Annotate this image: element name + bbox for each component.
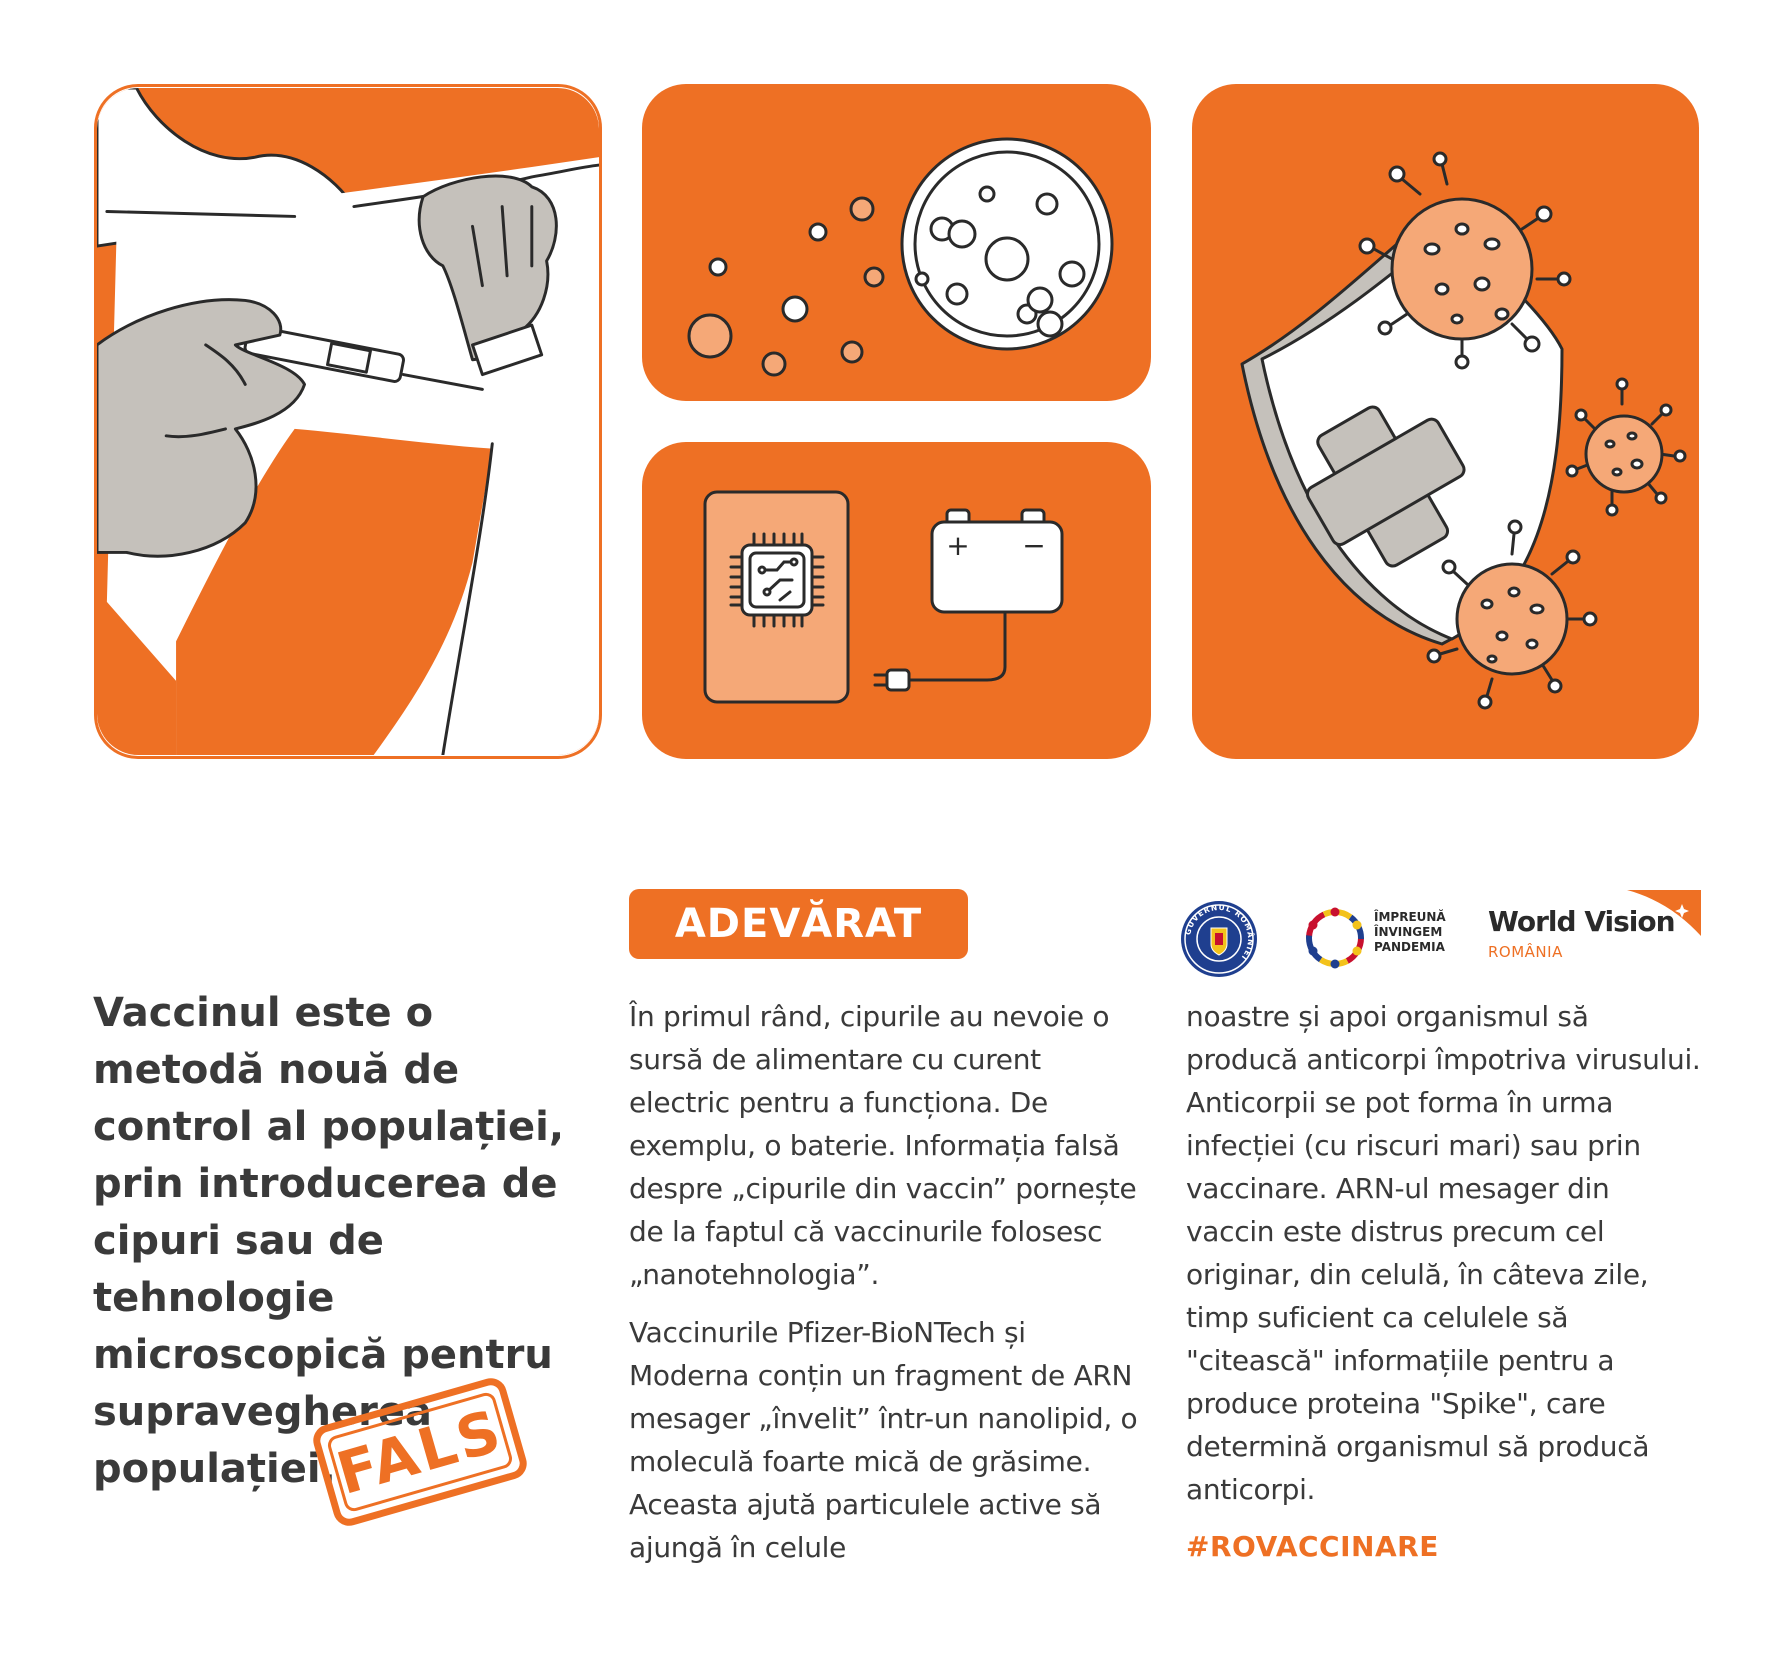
impreuna-invingem-text — [1374, 910, 1464, 955]
explanation-paragraph-3: noastre și apoi organismul să producă anticorpi împotriva virusului. Anticorpii se pot forma în urma infecției (cu riscuri mari) sau prin vaccinare. ARN-ul mesager din vaccin este distrus precum cel originar, din celulă, în câteva zile, timp suficient ca celulele să "citească" informațiile pentru a produce proteina "Spike", care determină organismul să producă anticorpi. — [1186, 1000, 1701, 1506]
romanian-government-seal-icon — [1180, 900, 1258, 978]
false-claim-text: Vaccinul este o metodă nouă de control al populației, prin introducerea de cipuri sau de tehnologie microscopică pentru supravegherea populației. — [93, 990, 565, 1492]
hashtag: #ROVACCINARE — [1186, 1530, 1439, 1563]
battery-plus-sign: + — [946, 529, 970, 562]
shield-virus-icon — [1192, 84, 1699, 759]
false-stamp-label: FALS — [329, 1396, 511, 1508]
explanation-column-2 — [1186, 995, 1706, 1526]
cell-particles-icon — [642, 84, 1151, 401]
true-verdict-badge: ADEVĂRAT — [629, 889, 968, 959]
explanation-paragraph-1: În primul rând, cipurile au nevoie o sursă de alimentare cu curent electric pentru a funcționa. De exemplu, o baterie. Informația falsă despre „cipurile din vaccin” pornește de la faptul că vaccinurile folosesc „nanotehnologia”. — [629, 1000, 1137, 1291]
impreuna-line-1: ÎMPREUNĂ — [1374, 910, 1446, 924]
world-vision-star-icon — [1627, 890, 1701, 936]
shield-virus-illustration — [1192, 84, 1699, 759]
impreuna-invingem-ring-icon — [1300, 903, 1370, 973]
world-vision-subtitle: ROMÂNIA — [1488, 943, 1563, 961]
battery-minus-sign: − — [1022, 529, 1046, 562]
injection-icon — [97, 87, 599, 756]
injection-illustration — [94, 84, 602, 759]
chip-battery-icon — [642, 442, 1151, 759]
impreuna-line-2: ÎNVINGEM — [1374, 925, 1443, 939]
government-seal-ring-text: GUVERNUL ROMÂNIEI — [1183, 902, 1256, 963]
impreuna-line-3: PANDEMIA — [1374, 940, 1445, 954]
chip-battery-illustration — [642, 442, 1151, 759]
explanation-column-1 — [629, 995, 1139, 1584]
world-vision-title: World Vision — [1488, 905, 1675, 938]
nanoparticle-illustration — [642, 84, 1151, 401]
explanation-paragraph-2: Vaccinurile Pfizer-BioNTech și Moderna conțin un fragment de ARN mesager „învelit” într-un nanolipid, o moleculă foarte mică de grăsime. Aceasta ajută particulele active să ajungă în celule — [629, 1316, 1138, 1564]
